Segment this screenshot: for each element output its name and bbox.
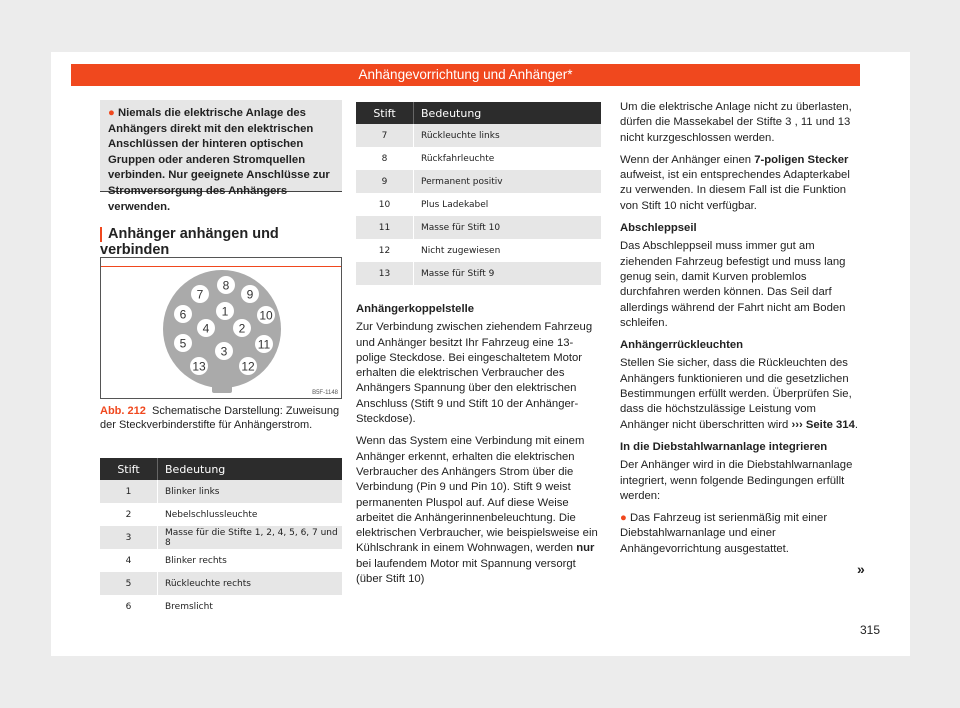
pin-meaning: Plus Ladekabel bbox=[421, 199, 489, 210]
page-link[interactable]: ››› Seite 314 bbox=[791, 418, 855, 431]
heading-trailer-lights: Anhängerrückleuchten bbox=[620, 339, 744, 352]
pin-label: 1 bbox=[221, 304, 229, 319]
table-row bbox=[100, 549, 342, 572]
connector-figure bbox=[100, 257, 342, 399]
pin-meaning: Nebelschlussleuchte bbox=[165, 509, 258, 520]
paragraph: Zur Verbindung zwischen ziehendem Fahrzeug und Anhänger besitzt Ihr Fahrzeug eine 13-polige Steckdose. Bei eingeschaltetem Motor erhalten die elektrischen Verbraucher des Anhängers Spannung über den elektrischen Anschluss (Stift 9 und Stift 10 der Anhänger-Steckdose). bbox=[356, 321, 593, 426]
table-row bbox=[356, 124, 601, 147]
paragraph: Der Anhänger wird in die Diebstahlwarnanlage integriert, wenn folgende Bedingungen erfüllt werden: bbox=[620, 459, 853, 502]
right-column bbox=[620, 100, 860, 564]
pin-number: 4 bbox=[100, 549, 158, 572]
pin-meaning: Blinker rechts bbox=[165, 555, 227, 566]
table-header-pin: Stift bbox=[356, 102, 414, 124]
table-header-meaning: Bedeutung bbox=[158, 458, 343, 480]
paragraph: Stellen Sie sicher, dass die Rückleuchten des Anhängers funktionieren und die gesetzlichen Bestimmungen erfüllt werden. Überprüfen Sie, dass die höchstzulässige Leistung vom Anhänger nicht überschritten wird ››› Seite 314. bbox=[620, 357, 858, 431]
pin-number: 7 bbox=[356, 124, 414, 147]
heading-coupling: Anhängerkoppelstelle bbox=[356, 303, 475, 315]
pin-label: 4 bbox=[202, 321, 210, 336]
pin-table-1 bbox=[100, 458, 342, 618]
pin-meaning: Bremslicht bbox=[165, 601, 213, 612]
pin-number: 8 bbox=[356, 147, 414, 170]
table-header-pin: Stift bbox=[100, 458, 158, 480]
caption-label: Abb. 212 bbox=[100, 405, 146, 417]
heading-tow-rope: Abschleppseil bbox=[620, 222, 697, 235]
pin-number: 11 bbox=[356, 216, 414, 239]
bullet-icon: ● bbox=[108, 107, 115, 119]
heading-alarm: In die Diebstahlwarnanlage integrieren bbox=[620, 440, 828, 453]
pin-number: 1 bbox=[100, 480, 158, 503]
pin-label: 2 bbox=[238, 321, 246, 336]
table-row bbox=[100, 503, 342, 526]
bullet-icon: ● bbox=[620, 512, 627, 525]
table-row bbox=[356, 239, 601, 262]
table-row bbox=[100, 480, 342, 503]
pin-meaning: Masse für Stift 9 bbox=[414, 262, 602, 285]
pin-label: 7 bbox=[196, 287, 204, 302]
table-row bbox=[356, 193, 601, 216]
connector-key bbox=[212, 379, 232, 393]
pin-label: 3 bbox=[220, 344, 228, 359]
pin-meaning: Rückleuchte rechts bbox=[158, 572, 343, 595]
pin-label: 13 bbox=[192, 359, 206, 374]
table-row bbox=[356, 262, 601, 285]
bullet-item: ● Das Fahrzeug ist serienmäßig mit einer Diebstahlwarnanlage und einer Anhängevorrichtung ausgestattet. bbox=[620, 512, 828, 555]
pin-label: 8 bbox=[222, 278, 230, 293]
pin-number: 2 bbox=[100, 503, 158, 526]
warning-text: Niemals die elektrische Anlage des Anhängers direkt mit den elektrischen Anschlüssen der hinteren optischen Gruppen oder anderen Stromquellen verbinden. Nur geeignete Anschlüsse zur Stromversorgung des Anhängers verwenden. bbox=[108, 107, 330, 213]
connector-diagram bbox=[101, 258, 341, 398]
paragraph: Wenn das System eine Verbindung mit einem Anhänger erkennt, erhalten die elektrischen Verbraucher des Anhängers Strom über die Verbindung (Pin 9 und Pin 10). Stift 9 weist permanenten Pluspol auf. Auf diese Weise arbeitet die Anhängerinnenbeleuchtung. Die elektrischen Verbraucher, wie beispielsweise ein Kühlschrank in einem Wohnwagen, werden nur bei laufendem Motor mit Spannung versorgt (über Stift 10) bbox=[356, 435, 598, 586]
pin-meaning: Permanent positiv bbox=[414, 170, 602, 193]
middle-column bbox=[356, 302, 601, 594]
pin-meaning: Masse für Stift 10 bbox=[414, 216, 602, 239]
paragraph: Um die elektrische Anlage nicht zu überlasten, dürfen die Massekabel der Stifte 3 , 11 und 13 nicht kurzgeschlossen werden. bbox=[620, 101, 852, 144]
pin-number: 5 bbox=[100, 572, 158, 595]
pin-number: 12 bbox=[356, 239, 414, 262]
caption-text: Schematische Darstellung: Zuweisung der Steckverbinderstifte für Anhängerstrom. bbox=[100, 405, 340, 431]
pin-label: 12 bbox=[241, 359, 255, 374]
paragraph: Wenn der Anhänger einen 7-poligen Stecker aufweist, ist ein entsprechendes Adapterkabel zu verwenden. In diesem Fall ist die Funktion von Stift 10 nicht verfügbar. bbox=[620, 153, 850, 212]
table-row bbox=[356, 147, 601, 170]
pin-meaning: Blinker links bbox=[158, 480, 343, 503]
table-row bbox=[356, 216, 601, 239]
continue-icon: » bbox=[857, 561, 865, 577]
pin-label: 11 bbox=[257, 337, 271, 352]
pin-number: 13 bbox=[356, 262, 414, 285]
figure-caption bbox=[100, 405, 342, 432]
chapter-header: Anhängevorrichtung und Anhänger* bbox=[71, 64, 860, 86]
pin-number: 3 bbox=[100, 526, 158, 549]
pin-label: 9 bbox=[246, 287, 254, 302]
pin-meaning: Rückfahrleuchte bbox=[421, 153, 495, 164]
pin-label: 6 bbox=[179, 307, 187, 322]
figure-id: B5F-1148 bbox=[312, 390, 338, 396]
pin-number: 9 bbox=[356, 170, 414, 193]
left-column bbox=[100, 100, 342, 213]
pin-number: 10 bbox=[356, 193, 414, 216]
table-header-meaning: Bedeutung bbox=[414, 102, 602, 124]
pin-table-2 bbox=[356, 102, 601, 285]
pin-label: 10 bbox=[259, 308, 273, 323]
pin-meaning: Nicht zugewiesen bbox=[421, 245, 501, 256]
page-number: 315 bbox=[860, 623, 881, 637]
table-row bbox=[100, 595, 342, 618]
pin-number: 6 bbox=[100, 595, 158, 618]
pin-meaning: Masse für die Stifte 1, 2, 4, 5, 6, 7 und 8 bbox=[158, 526, 343, 549]
warning-box bbox=[100, 100, 342, 213]
pin-meaning: Rückleuchte links bbox=[414, 124, 602, 147]
table-row bbox=[356, 170, 601, 193]
table-row bbox=[100, 572, 342, 595]
paragraph: Das Abschleppseil muss immer gut am ziehenden Fahrzeug befestigt und muss lang genug sein, damit Kurven problemlos durchfahren werden können. Das Seil darf allerdings während der Fahrt nicht am Boden schleifen. bbox=[620, 240, 846, 329]
pin-label: 5 bbox=[179, 336, 187, 351]
section-title: Anhänger anhängen und verbinden bbox=[100, 226, 342, 267]
table-row bbox=[100, 526, 342, 549]
